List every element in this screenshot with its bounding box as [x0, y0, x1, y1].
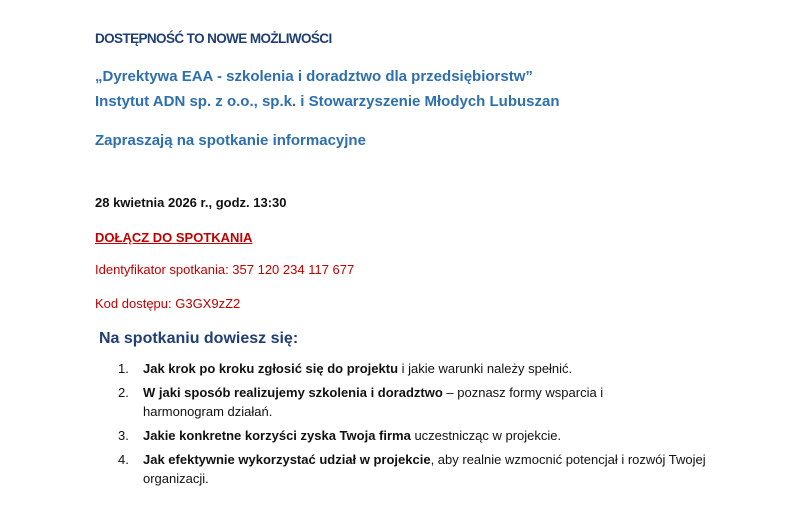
agenda-item-text: i jakie warunki należy spełnić. — [398, 361, 573, 376]
meeting-datetime: 28 kwietnia 2026 r., godz. 13:30 — [95, 195, 287, 210]
agenda-item-bold: Jak efektywnie wykorzystać udział w projekcie — [143, 452, 431, 467]
agenda-item — [118, 450, 733, 488]
page-headline: DOSTĘPNOŚĆ TO NOWE MOŻLIWOŚCI — [95, 31, 332, 46]
join-meeting-link[interactable]: DOŁĄCZ DO SPOTKANIA — [95, 230, 253, 245]
agenda-item-bold: Jak krok po kroku zgłosić się do projektu — [143, 361, 399, 376]
agenda-item-number: 3. — [118, 428, 129, 443]
agenda-item-number: 1. — [118, 361, 129, 376]
agenda-item-number: 4. — [118, 452, 129, 467]
project-title: „Dyrektywa EAA - szkolenia i doradztwo dla przedsiębiorstw” — [95, 68, 533, 85]
agenda-item-number: 2. — [118, 385, 129, 400]
agenda-item-text: , aby realnie wzmocnić potencjał i rozwój Twojej organizacji. — [143, 452, 706, 486]
agenda-heading: Na spotkaniu dowiesz się: — [99, 330, 299, 347]
invitation-line: Zapraszają na spotkanie informacyjne — [95, 132, 366, 149]
agenda-list — [118, 359, 758, 493]
agenda-item-bold: W jaki sposób realizujemy szkolenia i doradztwo — [143, 385, 443, 400]
access-code: Kod dostępu: G3GX9zZ2 — [95, 296, 241, 311]
organizers-line: Instytut ADN sp. z o.o., sp.k. i Stowarzyszenie Młodych Lubuszan — [95, 93, 560, 110]
agenda-item-bold: Jakie konkretne korzyści zyska Twoja firma — [143, 428, 411, 443]
agenda-item-text: uczestnicząc w projekcie. — [410, 428, 562, 443]
agenda-item — [118, 359, 758, 378]
agenda-item — [118, 426, 758, 445]
agenda-item — [118, 383, 643, 421]
meeting-id: Identyfikator spotkania: 357 120 234 117 677 — [95, 262, 355, 277]
agenda-item-text: – poznasz formy wsparcia i harmonogram działań. — [143, 385, 604, 419]
